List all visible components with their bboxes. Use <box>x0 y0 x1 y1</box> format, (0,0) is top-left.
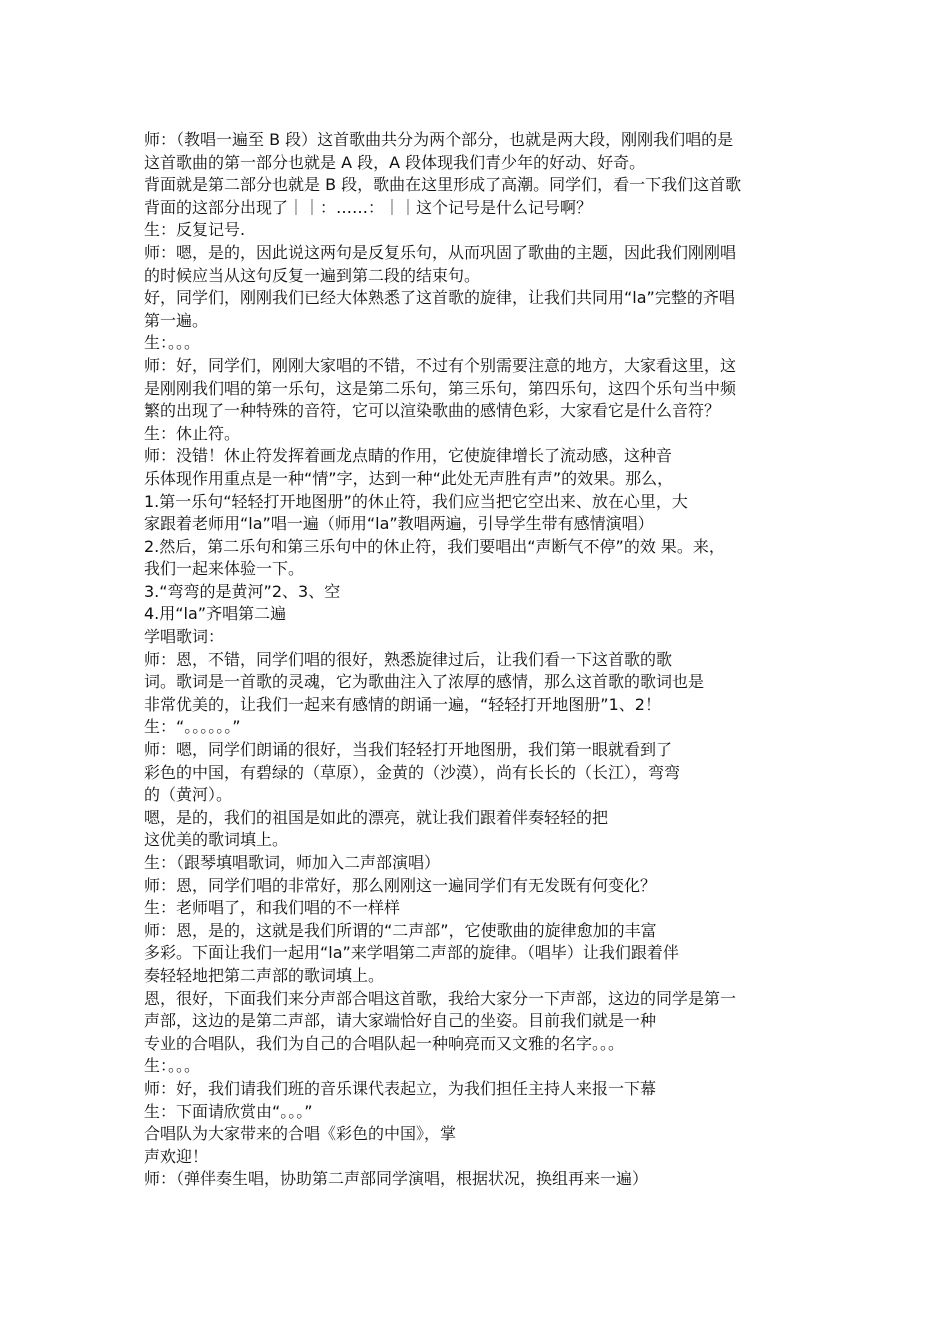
text-line: 繁的出现了一种特殊的音符，它可以渲染歌曲的感情色彩，大家看它是什么音符？ <box>144 401 721 421</box>
lesson-transcript <box>144 129 814 1191</box>
text-line: 这优美的歌词填上。 <box>144 830 289 850</box>
text-line: 生：。。。 <box>144 1056 201 1076</box>
text-line: 这首歌曲的第一部分也就是 A 段，A 段体现我们青少年的好动、好奇。 <box>144 152 646 172</box>
text-line: 师：好，同学们，刚刚大家唱的不错，不过有个别需要注意的地方，大家看这里，这 <box>144 355 737 375</box>
text-line: 4.用“la”齐唱第二遍 <box>144 604 287 624</box>
text-line: 学唱歌词： <box>144 627 225 647</box>
text-line: 师：恩，是的，这就是我们所谓的“二声部”，它使歌曲的旋律愈加的丰富 <box>144 920 657 940</box>
text-line: 师：恩，不错，同学们唱的很好，熟悉旋律过后，让我们看一下这首歌的歌 <box>144 649 673 669</box>
text-line: 我们一起来体验一下。 <box>144 559 305 579</box>
text-line: 的（黄河）。 <box>144 785 233 805</box>
text-line: 专业的合唱队，我们为自己的合唱队起一种响亮而又文雅的名字。。。 <box>144 1033 625 1053</box>
text-line: 生：“。。。。。。” <box>144 717 241 737</box>
text-line: 师：好，我们请我们班的音乐课代表起立，为我们担任主持人来报一下幕 <box>144 1078 657 1098</box>
text-line: 生：反复记号. <box>144 220 246 240</box>
text-line: 生：。。。 <box>144 333 201 353</box>
text-line: 奏轻轻地把第二声部的歌词填上。 <box>144 965 385 985</box>
text-line: 非常优美的，让我们一起来有感情的朗诵一遍，“轻轻打开地图册”1、2！ <box>144 694 661 714</box>
text-line: 声部，这边的是第二声部，请大家端恰好自己的坐姿。目前我们就是一种 <box>144 1011 657 1031</box>
text-line: 师：嗯，同学们朗诵的很好，当我们轻轻打开地图册，我们第一眼就看到了 <box>144 740 673 760</box>
text-line: 生：下面请欣赏由“。。。” <box>144 1101 313 1121</box>
text-line: 家跟着老师用“la”唱一遍（师用“la”教唱两遍，引导学生带有感情演唱） <box>144 514 654 534</box>
text-line: 2.然后，第二乐句和第三乐句中的休止符，我们要唱出“声断气不停”的效 果。来， <box>144 536 725 556</box>
text-line: 生：休止符。 <box>144 423 241 443</box>
text-line: 恩，很好，下面我们来分声部合唱这首歌，我给大家分一下声部，这边的同学是第一 <box>144 988 737 1008</box>
text-line: 师：嗯，是的，因此说这两句是反复乐句，从而巩固了歌曲的主题，因此我们刚刚唱 <box>144 242 737 262</box>
text-line: 师：（弹伴奏生唱，协助第二声部同学演唱，根据状况，换组再来一遍） <box>144 1169 649 1189</box>
text-line: 第一遍。 <box>144 310 209 330</box>
text-line: 合唱队为大家带来的合唱《彩色的中国》，掌 <box>144 1124 457 1144</box>
text-line: 是刚刚我们唱的第一乐句，这是第二乐句，第三乐句，第四乐句，这四个乐句当中频 <box>144 378 737 398</box>
text-line: 词。歌词是一首歌的灵魂，它为歌曲注入了浓厚的感情，那么这首歌的歌词也是 <box>144 672 705 692</box>
text-line: 3.“弯弯的是黄河”2、3、空 <box>144 581 341 601</box>
text-line: 生：老师唱了，和我们唱的不一样样 <box>144 898 401 918</box>
text-line: 师：恩，同学们唱的非常好，那么刚刚这一遍同学们有无发既有何变化？ <box>144 875 657 895</box>
text-line: 嗯，是的，我们的祖国是如此的漂亮，就让我们跟着伴奏轻轻的把 <box>144 807 609 827</box>
text-line: 1.第一乐句“轻轻打开地图册”的休止符，我们应当把它空出来、放在心里，大 <box>144 491 688 511</box>
text-line: 的时候应当从这句反复一遍到第二段的结束句。 <box>144 265 481 285</box>
text-line: 师：（教唱一遍至 B 段）这首歌曲共分为两个部分，也就是两大段，刚刚我们唱的是 <box>144 130 734 149</box>
text-line: 声欢迎！ <box>144 1146 209 1166</box>
text-line: 多彩。下面让我们一起用“la”来学唱第二声部的旋律。（唱毕）让我们跟着伴 <box>144 943 679 963</box>
text-line: 乐体现作用重点是一种“情”字，达到一种“此处无声胜有声”的效果。那么， <box>144 468 674 488</box>
text-line: 生：（跟琴填唱歌词，师加入二声部演唱） <box>144 853 441 872</box>
text-line: 师：没错！休止符发挥着画龙点睛的作用，它使旋律增长了流动感，这种音 <box>144 446 673 466</box>
text-line: 背面的这部分出现了｜｜：……：｜｜这个记号是什么记号啊？ <box>144 197 593 217</box>
text-line: 背面就是第二部分也就是 B 段，歌曲在这里形成了高潮。同学们，看一下我们这首歌 <box>144 175 742 195</box>
text-line: 彩色的中国，有碧绿的（草原），金黄的（沙漠），尚有长长的（长江），弯弯 <box>144 762 681 782</box>
text-line: 好，同学们，刚刚我们已经大体熟悉了这首歌的旋律，让我们共同用“la”完整的齐唱 <box>144 288 735 308</box>
